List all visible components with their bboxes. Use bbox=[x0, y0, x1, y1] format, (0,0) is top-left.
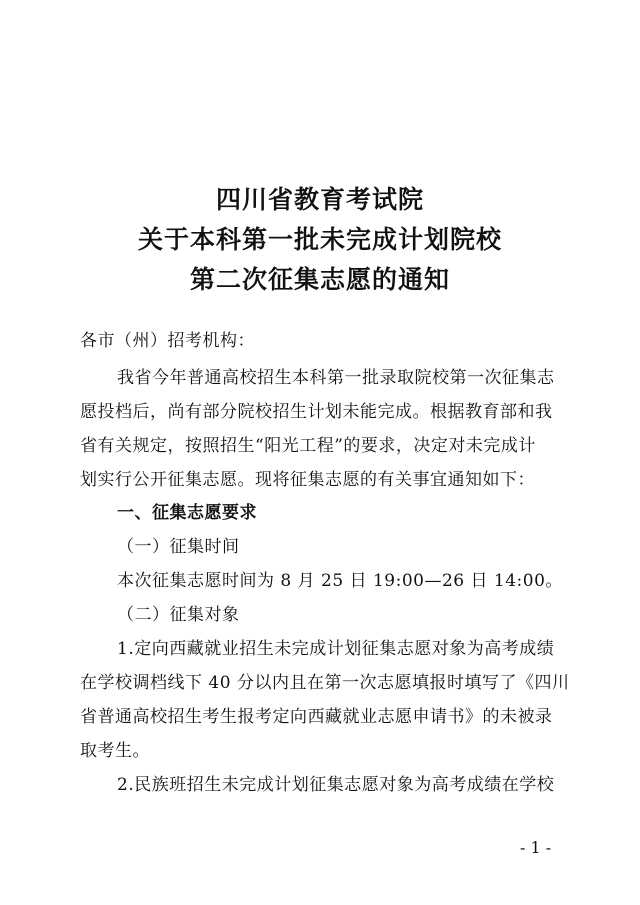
subsection-heading-1: （一）征集时间 bbox=[117, 537, 240, 557]
subsection-heading-2: （二）征集对象 bbox=[117, 605, 240, 625]
collection-time-text: 本次征集志愿时间为 8 月 25 日 19:00—26 日 14:00。 bbox=[117, 571, 563, 591]
document-title-line-2: 关于本科第一批未完成计划院校 bbox=[137, 225, 502, 254]
intro-paragraph-line-1: 我省今年普通高校招生本科第一批录取院校第一次征集志 bbox=[117, 368, 555, 388]
intro-paragraph-line-3: 省有关规定，按照招生“阳光工程”的要求，决定对未完成计 bbox=[80, 436, 536, 456]
document-title-line-3: 第二次征集志愿的通知 bbox=[189, 265, 450, 294]
page-number: - 1 - bbox=[520, 838, 552, 857]
item-1-line-2: 在学校调档线下 40 分以内且在第一次志愿填报时填写了《四川 bbox=[80, 673, 570, 693]
intro-paragraph-line-2: 愿投档后，尚有部分院校招生计划未能完成。根据教育部和我 bbox=[80, 402, 553, 422]
item-1-line-4: 取考生。 bbox=[80, 741, 150, 761]
document-title-line-1: 四川省教育考试院 bbox=[215, 185, 424, 214]
item-1-line-3: 省普通高校招生考生报考定向西藏就业志愿申请书》的未被录 bbox=[80, 707, 553, 727]
item-2-line-1: 2.民族班招生未完成计划征集志愿对象为高考成绩在学校 bbox=[117, 775, 555, 795]
item-1-line-1: 1.定向西藏就业招生未完成计划征集志愿对象为高考成绩 bbox=[117, 639, 555, 659]
section-heading-1: 一、征集志愿要求 bbox=[117, 503, 257, 523]
intro-paragraph-line-4: 划实行公开征集志愿。现将征集志愿的有关事宜通知如下： bbox=[80, 470, 535, 490]
salutation: 各市（州）招考机构： bbox=[80, 331, 255, 351]
